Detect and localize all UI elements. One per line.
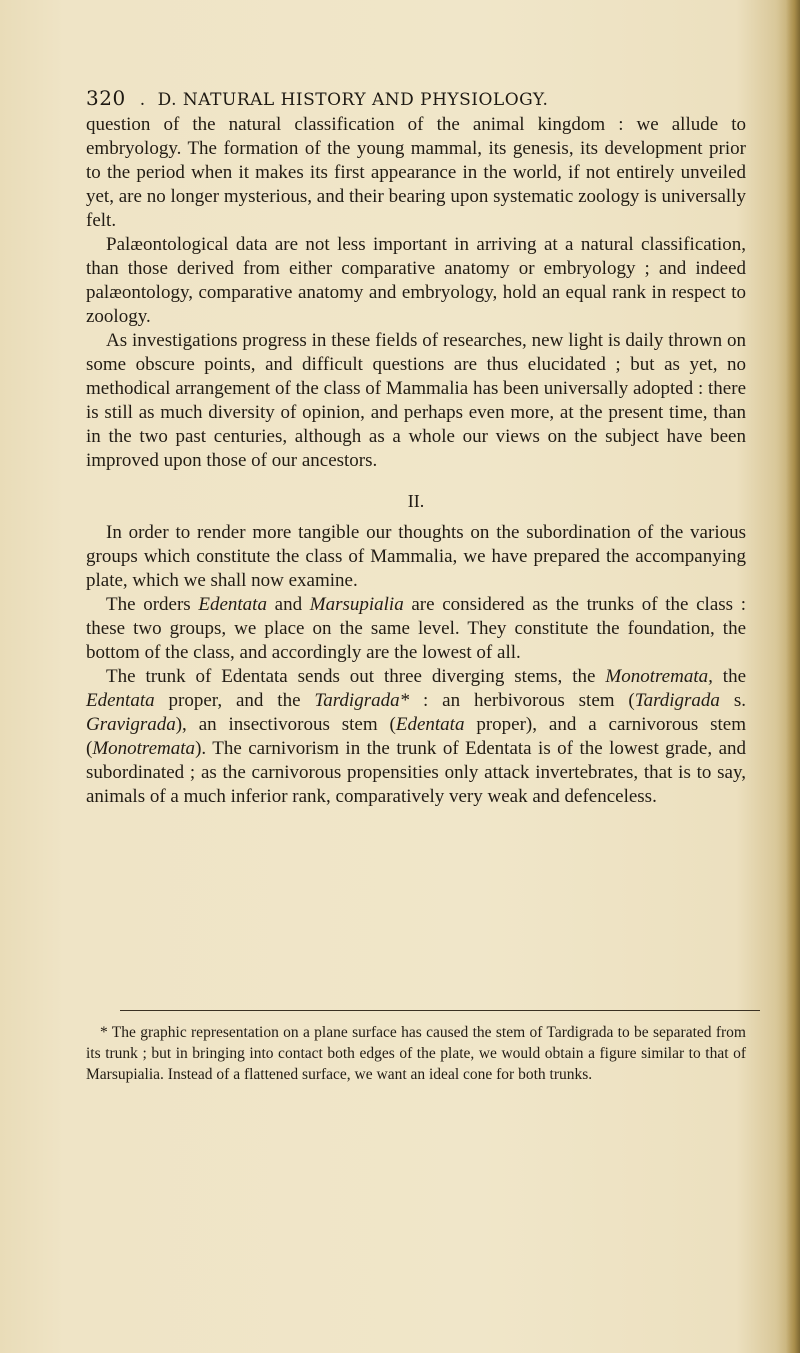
paragraph-1: question of the natural classification of the animal kingdom : we allude to embryology. The formation of the young mammal, its genesis, its development prior to the period when it makes its first appearance in the world, if not entirely unveiled yet, are no longer mysterious, and their bearing upon systematic zoology is universally felt. [86, 114, 746, 231]
p6-text: : an herbivorous stem ( [409, 690, 635, 711]
paragraph-2: Palæontological data are not less important in arriving at a natural classification, than those derived from either comparative anatomy or embryology ; and indeed palæontology, comparative anatomy and embryology, hold an equal rank in respect to zoology. [86, 234, 746, 327]
paragraph-3: As investigations progress in these fields of researches, new light is daily thrown on some obscure points, and difficult questions are thus elucidated ; but as yet, no methodical arrangement of the class of Mammalia has been universally adopted : there is still as much diversity of opinion, and perhaps even more, at the present time, than in the two past centuries, although as a whole our views on the subject have been improved upon those of our ancestors. [86, 330, 746, 471]
paragraph-5 [86, 593, 746, 665]
header-separator: . [139, 90, 146, 110]
term-gravigrada: Gravigrada [86, 714, 176, 735]
running-title: D. NATURAL HISTORY AND PHYSIOLOGY. [157, 90, 549, 110]
p6-text: ), an insectivorous stem ( [175, 714, 396, 735]
p6-text: s. [719, 690, 746, 711]
section-heading: II. [407, 491, 425, 511]
term-monotremata: Monotremata, [605, 666, 713, 687]
p5-text: The orders [106, 594, 199, 615]
term-edentata: Edentata [86, 690, 155, 711]
p6-text: proper, and the [154, 690, 315, 711]
paragraph-6 [86, 665, 746, 809]
term-edentata: Edentata [395, 714, 465, 735]
term-tardigrada: Tardigrada [634, 690, 720, 711]
footnote-divider [120, 1010, 760, 1011]
term-marsupialia: Marsupialia [309, 594, 404, 615]
footnote-text: * The graphic representation on a plane surface has caused the stem of Tardigrada to be separated from its trunk ; but in bringing into contact both edges of the plate, we would obtain a figure similar to that of Marsupialia. Instead of a flattened surface, we want an ideal cone for both trunks. [86, 1024, 746, 1083]
paragraph-4: In order to render more tangible our thoughts on the subordination of the various groups which constitute the class of Mammalia, we have prepared the accompanying plate, which we shall now examine. [86, 522, 746, 591]
p5-text: and [266, 594, 310, 615]
body-text [86, 113, 746, 809]
footnote [86, 1022, 746, 1085]
p6-text: the [712, 666, 746, 687]
page-number: 320 [86, 86, 126, 110]
term-tardigrada: Tardigrada* [314, 690, 410, 711]
p6-text: proper), and a carnivorous stem ( [86, 714, 747, 759]
p6-text: The trunk of Edentata sends out three diverging stems, the [106, 666, 606, 687]
running-header [86, 86, 746, 110]
page-edge-shadow [786, 0, 800, 1353]
term-edentata: Edentata [198, 594, 267, 615]
term-monotremata: Monotremata [92, 738, 196, 759]
p5-text: are considered as the trunks of the class : these two groups, we place on the same level. They constitute the foundation, the bottom of the class, and accordingly are the lowest of all. [86, 594, 746, 663]
p6-text: ). The carnivorism in the trunk of Edentata is of the lowest grade, and subordinated ; as the carnivorous propensities only attack invertebrates, that is to say, animals of a much inferior rank, comparatively very weak and defenceless. [86, 738, 746, 807]
